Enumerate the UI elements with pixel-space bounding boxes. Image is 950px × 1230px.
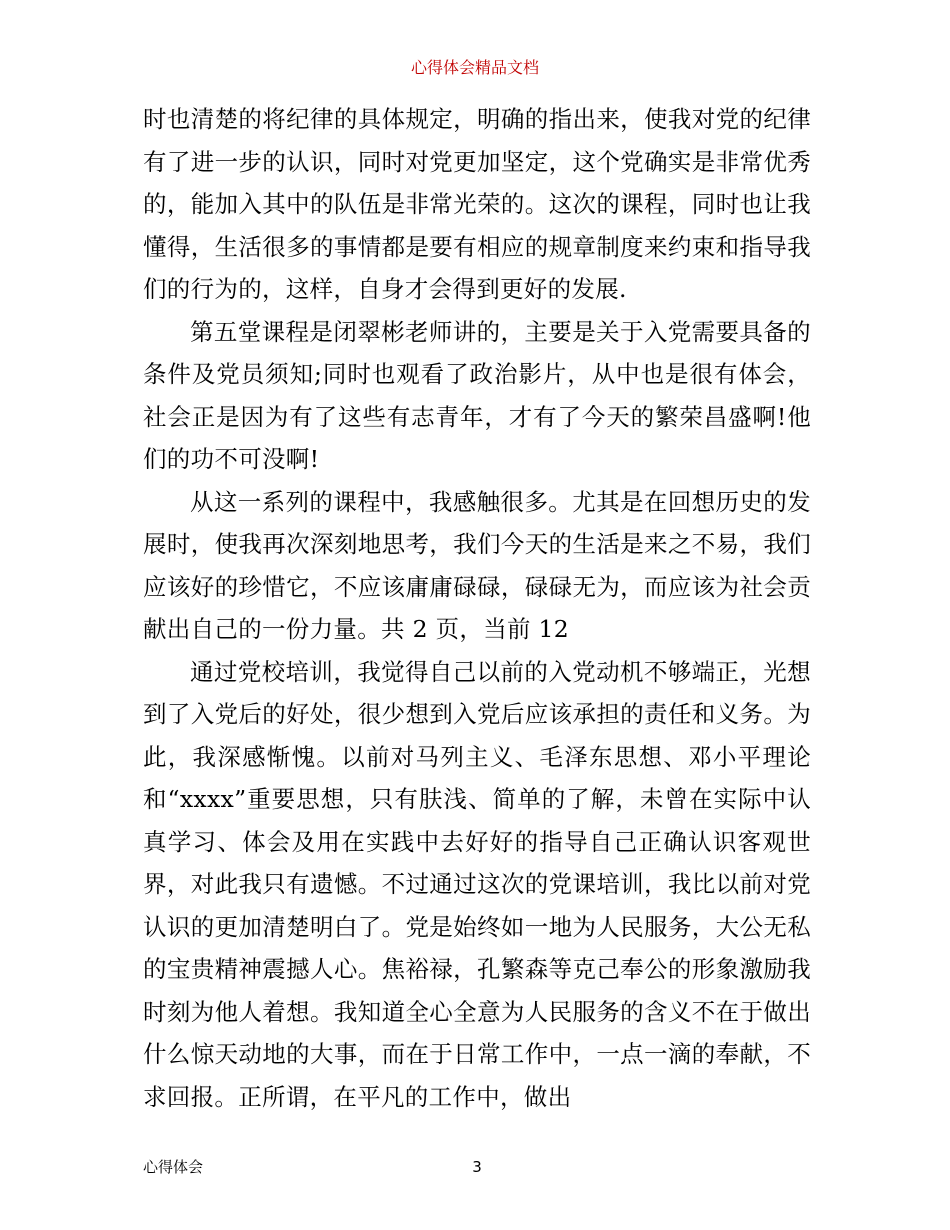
- page-footer: [143, 1156, 811, 1178]
- page-header-title: 心得体会精品文档: [410, 58, 539, 77]
- paragraph: 第五堂课程是闭翠彬老师讲的，主要是关于入党需要具备的条件及党员须知;同时也观看了政治影片，从中也是很有体会，社会正是因为有了这些有志青年，才有了今天的繁荣昌盛啊!他们的功不可没啊!: [143, 317, 811, 473]
- paragraph: 从这一系列的课程中，我感触很多。尤其是在回想历史的发展时，使我再次深刻地思考，我们今天的生活是来之不易，我们应该好的珍惜它，不应该庸庸碌碌，碌碌无为，而应该为社会贡献出自己的一份力量。共 2 页，当前 12: [143, 487, 811, 643]
- paragraph: 通过党校培训，我觉得自己以前的入党动机不够端正，光想到了入党后的好处，很少想到入党后应该承担的责任和义务。为此，我深感惭愧。以前对马列主义、毛泽东思想、邓小平理论和“xxxx”重要思想，只有肤浅、简单的了解，未曾在实际中认真学习、体会及用在实践中去好好的指导自己正确认识客观世界，对此我只有遗憾。不过通过这次的党课培训，我比以前对党认识的更加清楚明白了。党是始终如一地为人民服务，大公无私的宝贵精神震撼人心。焦裕禄，孔繁森等克己奉公的形象激励我时刻为他人着想。我知道全心全意为人民服务的含义不在于做出什么惊天动地的大事，而在于日常工作中，一点一滴的奉献，不求回报。正所谓，在平凡的工作中，做出: [143, 657, 811, 1111]
- paragraph-continuation: 时也清楚的将纪律的具体规定，明确的指出来，使我对党的纪律有了进一步的认识，同时对党更加坚定，这个党确实是非常优秀的，能加入其中的队伍是非常光荣的。这次的课程，同时也让我懂得，生活很多的事情都是要有相应的规章制度来约束和指导我们的行为的，这样，自身才会得到更好的发展.: [143, 105, 811, 303]
- document-body: [143, 98, 811, 1118]
- page-number: 3: [472, 1158, 482, 1176]
- footer-label: 心得体会: [143, 1158, 204, 1176]
